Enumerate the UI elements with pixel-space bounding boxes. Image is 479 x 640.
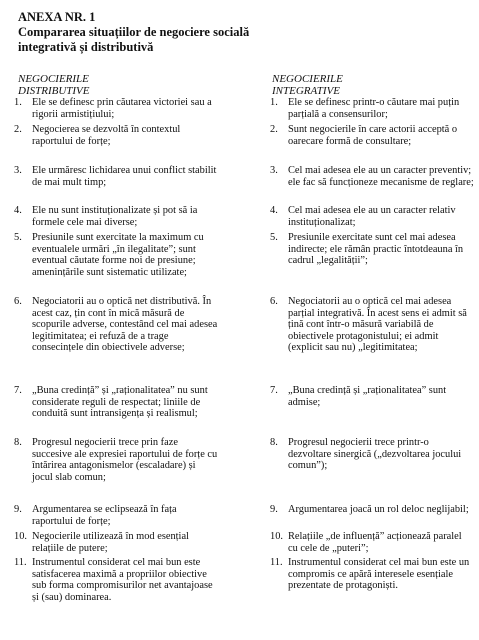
item-number: 5. xyxy=(270,232,278,243)
item-number: 8. xyxy=(270,437,278,448)
item-text: Progresul negocierii trece prin faze succesive ale expresiei raportului de forțe cu întărirea antagonismelor (escaladare) și jocul slab comun; xyxy=(32,437,218,483)
item-text: Relațiile „de influență” acționează paralel cu cele de „puteri”; xyxy=(288,531,462,554)
item-number: 7. xyxy=(270,385,278,396)
item-text: Argumentarea se eclipsează în fața raportului de forțe; xyxy=(32,504,177,527)
item-number: 1. xyxy=(14,97,22,108)
integrative-column-heading xyxy=(272,73,472,97)
distributive-heading-line2: DISTRIBUTIVE xyxy=(18,85,90,97)
distributive-heading-line1: NEGOCIERILE xyxy=(18,73,89,85)
item-text: Sunt negocierile în care actorii acceptă o oarecare formă de consultare; xyxy=(288,124,458,147)
item-text: Instrumentul considerat cel mai bun este satisfacerea maximă a propriilor obiective sub forma compromisurilor net avantajoase și (sau) dominarea. xyxy=(32,557,213,603)
item-number: 1. xyxy=(270,97,278,108)
integrative-heading-line1: NEGOCIERILE xyxy=(272,73,343,85)
item-number: 11. xyxy=(14,557,27,568)
item-text: Negociatorii au o optică net distributivă. În acest caz, țin cont în mică măsură de scopurile adverse, contestând cel mai adesea legitimitatea; ei refuză de a trage consecințele din obiectivele adverse; xyxy=(32,296,218,353)
item-text: Argumentarea joacă un rol deloc neglijabil; xyxy=(288,504,469,515)
integrative-heading-line2: INTEGRATIVE xyxy=(272,85,341,97)
item-number: 6. xyxy=(270,296,278,307)
item-text: „Buna credință și „raționalitatea” sunt admise; xyxy=(288,385,447,408)
item-text: Negocierea se dezvoltă în contextul raportului de forțe; xyxy=(32,124,181,147)
annex-heading xyxy=(18,10,458,55)
item-number: 3. xyxy=(14,165,22,176)
item-number: 4. xyxy=(14,205,22,216)
item-text: Negociatorii au o optică cel mai adesea parțial integrativă. În acest sens ei admit să țină cont într-o măsură variabilă de obiectivele protagonistului; ei admit (explicit sau nu) „legitimitatea; xyxy=(288,296,467,353)
item-text: Ele nu sunt instituționalizate și pot să ia formele cele mai diverse; xyxy=(32,205,198,228)
item-number: 9. xyxy=(270,504,278,515)
item-text: „Buna credință” și „raționalitatea” nu sunt considerate reguli de respectat; liniile de conduită sunt intransigența și realismul; xyxy=(32,385,208,419)
item-text: Progresul negocierii trece printr-o dezvoltare sinergică („dezvoltarea jocului comun”); xyxy=(288,437,462,471)
item-number: 10. xyxy=(270,531,283,542)
item-text: Presiunile sunt exercitate la maximum cu eventualele urmări „în ilegalitate”; sunt eventual căutate forme noi de presiune; amenințările sunt sistematic utilizate; xyxy=(32,232,204,278)
item-text: Negocierile utilizează în mod esențial relațiile de putere; xyxy=(32,531,189,554)
distributive-column-heading xyxy=(18,73,218,97)
item-text: Ele se definesc prin căutarea victoriei sau a rigorii armistițiului; xyxy=(32,97,212,120)
item-number: 8. xyxy=(14,437,22,448)
item-number: 7. xyxy=(14,385,22,396)
item-number: 4. xyxy=(270,205,278,216)
annex-title: ANEXA NR. 1 xyxy=(18,10,96,24)
item-number: 2. xyxy=(270,124,278,135)
item-text: Presiunile exercitate sunt cel mai adesea indirecte; ele rămân practic întotdeauna în cadrul „legalității”; xyxy=(288,232,464,266)
item-number: 2. xyxy=(14,124,22,135)
item-number: 11. xyxy=(270,557,283,568)
item-number: 5. xyxy=(14,232,22,243)
item-text: Instrumentul considerat cel mai bun este un compromis ce apără interesele esențiale prezentate de protagoniști. xyxy=(288,557,470,591)
item-number: 9. xyxy=(14,504,22,515)
item-text: Cel mai adesea ele au un caracter preventiv; ele fac să funcționeze mecanisme de reglare; xyxy=(288,165,474,188)
item-number: 6. xyxy=(14,296,22,307)
item-number: 10. xyxy=(14,531,27,542)
item-text: Ele urmăresc lichidarea unui conflict stabilit de mai mult timp; xyxy=(32,165,217,188)
item-number: 3. xyxy=(270,165,278,176)
item-text: Ele se definesc printr-o căutare mai puțin parțială a consensurilor; xyxy=(288,97,460,120)
annex-subtitle-line2: integrativă și distributivă xyxy=(18,40,154,54)
item-text: Cel mai adesea ele au un caracter relativ instituționalizat; xyxy=(288,205,456,228)
annex-subtitle-line1: Compararea situațiilor de negociere socială xyxy=(18,25,250,39)
